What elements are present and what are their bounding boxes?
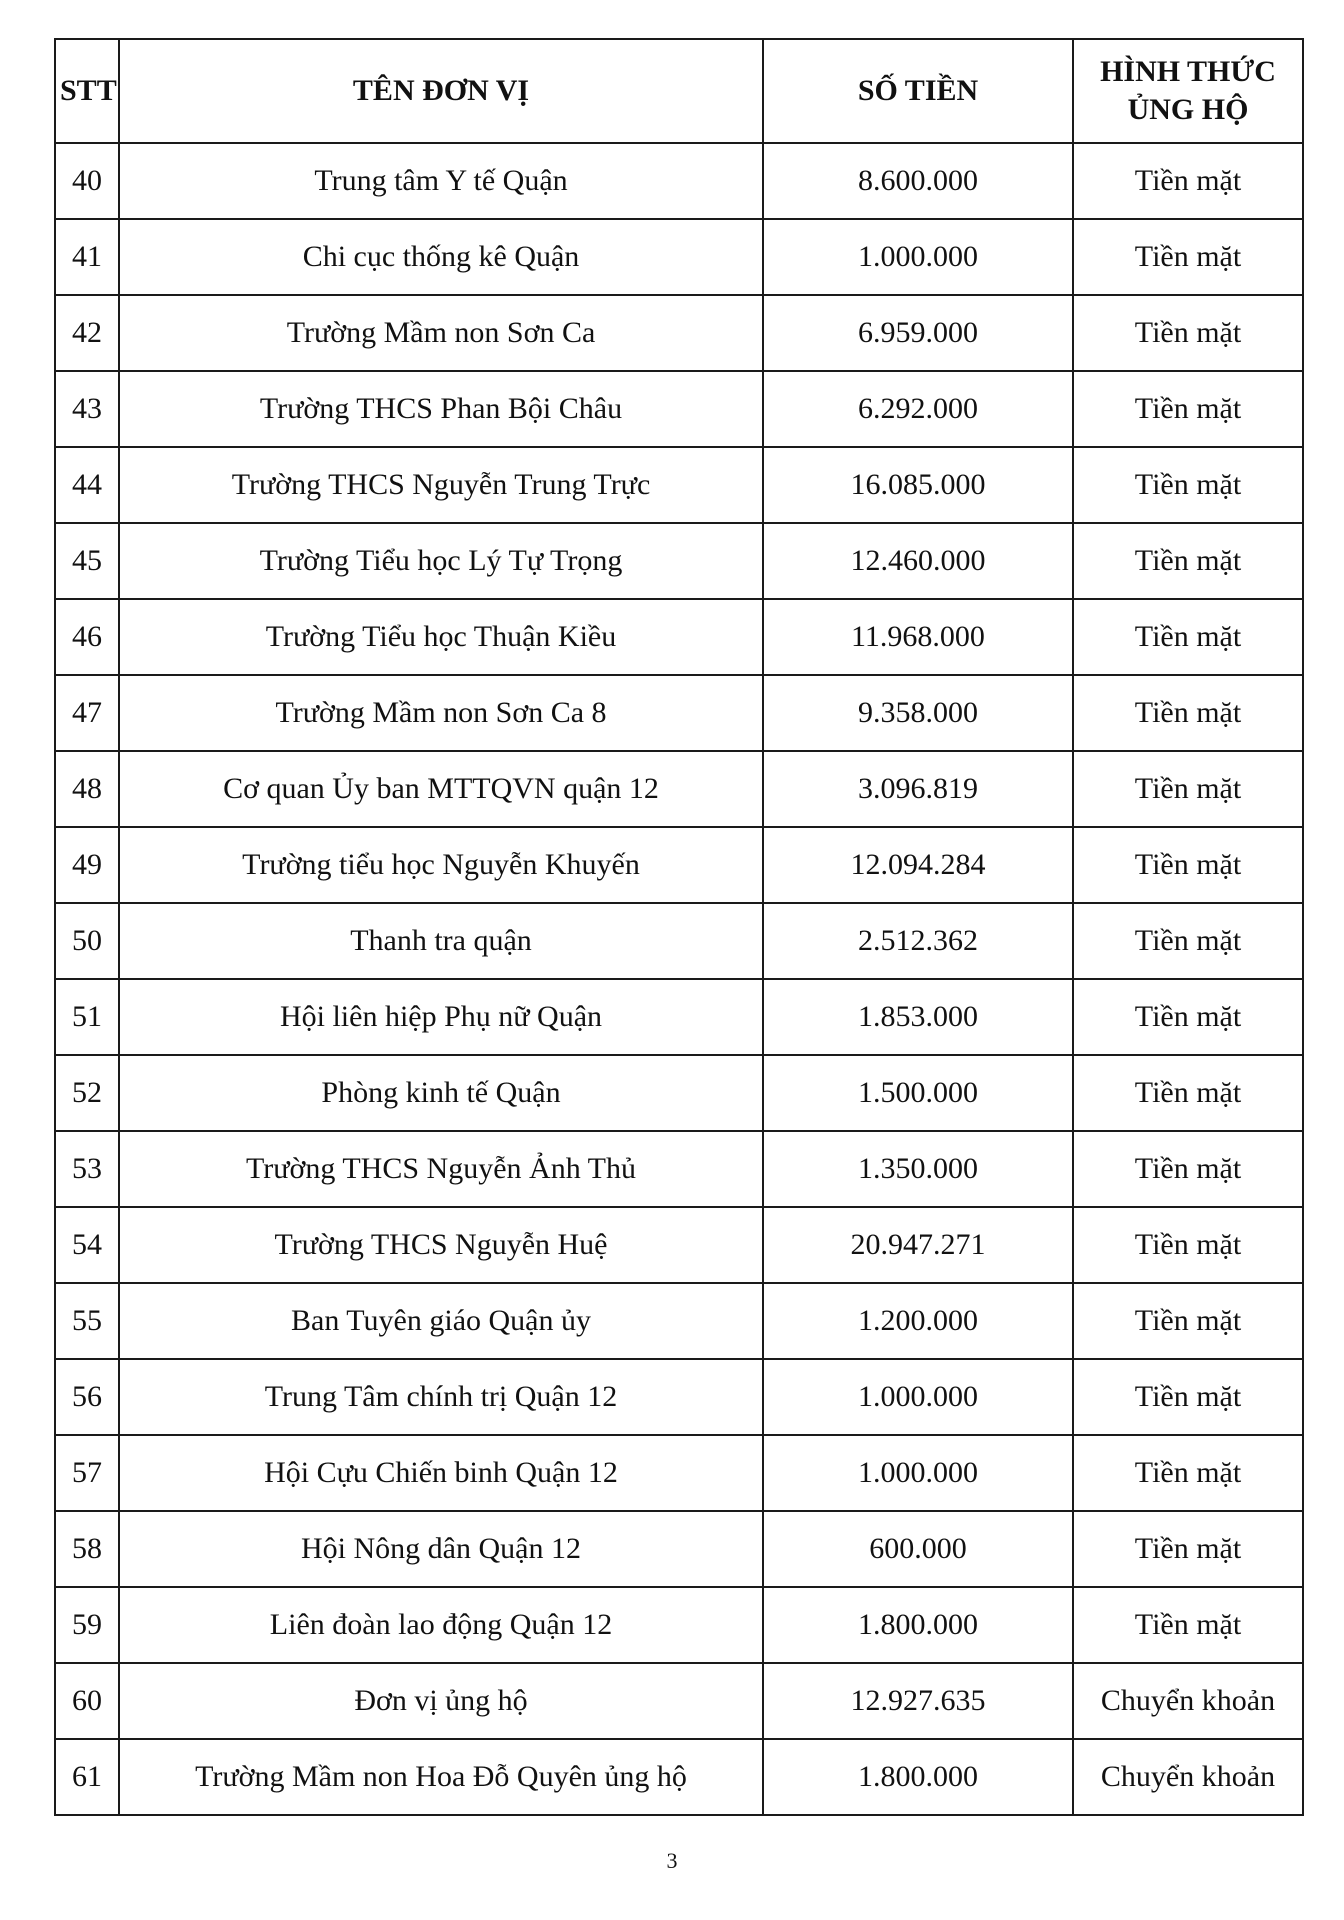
table-row <box>55 675 1303 751</box>
cell-amount: 1.000.000 <box>763 219 1073 295</box>
table-row <box>55 599 1303 675</box>
cell-name: Trường THCS Nguyễn Ảnh Thủ <box>119 1131 763 1207</box>
cell-amount: 9.358.000 <box>763 675 1073 751</box>
page-number: 3 <box>666 1848 678 1873</box>
cell-stt: 41 <box>55 219 119 295</box>
header-form-line2: ỦNG HỘ <box>1127 93 1249 126</box>
cell-stt: 49 <box>55 827 119 903</box>
cell-stt: 52 <box>55 1055 119 1131</box>
cell-amount: 1.800.000 <box>763 1587 1073 1663</box>
cell-form: Tiền mặt <box>1073 371 1303 447</box>
cell-amount: 11.968.000 <box>763 599 1073 675</box>
cell-amount: 6.292.000 <box>763 371 1073 447</box>
cell-name: Ban Tuyên giáo Quận ủy <box>119 1283 763 1359</box>
header-row <box>55 39 1303 143</box>
cell-form: Tiền mặt <box>1073 903 1303 979</box>
cell-form: Tiền mặt <box>1073 751 1303 827</box>
cell-name: Chi cục thống kê Quận <box>119 219 763 295</box>
table-row <box>55 1283 1303 1359</box>
header-stt: STT <box>55 39 119 143</box>
table-row <box>55 1587 1303 1663</box>
table-row <box>55 827 1303 903</box>
table-body <box>55 143 1303 1815</box>
cell-amount: 16.085.000 <box>763 447 1073 523</box>
header-form <box>1073 39 1303 143</box>
cell-name: Trung Tâm chính trị Quận 12 <box>119 1359 763 1435</box>
cell-name: Trường THCS Nguyễn Trung Trực <box>119 447 763 523</box>
cell-amount: 600.000 <box>763 1511 1073 1587</box>
cell-stt: 57 <box>55 1435 119 1511</box>
header-name: TÊN ĐƠN VỊ <box>119 39 763 143</box>
header-form-line1: HÌNH THỨC <box>1100 55 1276 88</box>
cell-name: Đơn vị ủng hộ <box>119 1663 763 1739</box>
cell-amount: 1.350.000 <box>763 1131 1073 1207</box>
cell-form: Chuyển khoản <box>1073 1663 1303 1739</box>
table-row <box>55 1739 1303 1815</box>
cell-name: Hội liên hiệp Phụ nữ Quận <box>119 979 763 1055</box>
cell-name: Trường Mầm non Hoa Đỗ Quyên ủng hộ <box>119 1739 763 1815</box>
cell-amount: 3.096.819 <box>763 751 1073 827</box>
cell-form: Tiền mặt <box>1073 447 1303 523</box>
cell-stt: 60 <box>55 1663 119 1739</box>
cell-name: Trường Mầm non Sơn Ca <box>119 295 763 371</box>
table-row <box>55 903 1303 979</box>
cell-form: Tiền mặt <box>1073 1587 1303 1663</box>
cell-form: Tiền mặt <box>1073 219 1303 295</box>
cell-amount: 1.500.000 <box>763 1055 1073 1131</box>
cell-form: Tiền mặt <box>1073 1511 1303 1587</box>
cell-form: Tiền mặt <box>1073 827 1303 903</box>
cell-form: Tiền mặt <box>1073 523 1303 599</box>
cell-form: Tiền mặt <box>1073 1131 1303 1207</box>
cell-amount: 12.460.000 <box>763 523 1073 599</box>
cell-name: Trường THCS Nguyễn Huệ <box>119 1207 763 1283</box>
cell-name: Phòng kinh tế Quận <box>119 1055 763 1131</box>
cell-form: Tiền mặt <box>1073 675 1303 751</box>
cell-amount: 1.800.000 <box>763 1739 1073 1815</box>
cell-amount: 6.959.000 <box>763 295 1073 371</box>
cell-amount: 8.600.000 <box>763 143 1073 219</box>
donation-table <box>54 38 1304 1816</box>
cell-stt: 46 <box>55 599 119 675</box>
cell-name: Thanh tra quận <box>119 903 763 979</box>
table-row <box>55 295 1303 371</box>
table-row <box>55 1359 1303 1435</box>
table-row <box>55 523 1303 599</box>
cell-stt: 53 <box>55 1131 119 1207</box>
cell-amount: 12.094.284 <box>763 827 1073 903</box>
cell-amount: 12.927.635 <box>763 1663 1073 1739</box>
cell-name: Cơ quan Ủy ban MTTQVN quận 12 <box>119 751 763 827</box>
cell-stt: 45 <box>55 523 119 599</box>
cell-stt: 42 <box>55 295 119 371</box>
cell-form: Tiền mặt <box>1073 143 1303 219</box>
cell-name: Liên đoàn lao động Quận 12 <box>119 1587 763 1663</box>
cell-name: Hội Nông dân Quận 12 <box>119 1511 763 1587</box>
cell-stt: 40 <box>55 143 119 219</box>
cell-stt: 55 <box>55 1283 119 1359</box>
table-row <box>55 979 1303 1055</box>
cell-form: Tiền mặt <box>1073 1055 1303 1131</box>
cell-stt: 48 <box>55 751 119 827</box>
cell-name: Trường Tiểu học Thuận Kiều <box>119 599 763 675</box>
cell-stt: 50 <box>55 903 119 979</box>
cell-amount: 20.947.271 <box>763 1207 1073 1283</box>
cell-amount: 1.200.000 <box>763 1283 1073 1359</box>
cell-amount: 2.512.362 <box>763 903 1073 979</box>
cell-form: Tiền mặt <box>1073 1359 1303 1435</box>
cell-name: Trường Mầm non Sơn Ca 8 <box>119 675 763 751</box>
cell-stt: 43 <box>55 371 119 447</box>
table-row <box>55 751 1303 827</box>
cell-stt: 54 <box>55 1207 119 1283</box>
cell-form: Tiền mặt <box>1073 1283 1303 1359</box>
cell-stt: 58 <box>55 1511 119 1587</box>
cell-name: Trường tiểu học Nguyễn Khuyến <box>119 827 763 903</box>
cell-amount: 1.000.000 <box>763 1359 1073 1435</box>
cell-stt: 59 <box>55 1587 119 1663</box>
table-row <box>55 1511 1303 1587</box>
cell-name: Trường Tiểu học Lý Tự Trọng <box>119 523 763 599</box>
header-amount: SỐ TIỀN <box>763 39 1073 143</box>
cell-stt: 44 <box>55 447 119 523</box>
cell-form: Tiền mặt <box>1073 295 1303 371</box>
table-row <box>55 1131 1303 1207</box>
table-row <box>55 371 1303 447</box>
cell-amount: 1.000.000 <box>763 1435 1073 1511</box>
table-row <box>55 143 1303 219</box>
cell-form: Tiền mặt <box>1073 1435 1303 1511</box>
table-row <box>55 1435 1303 1511</box>
cell-form: Chuyển khoản <box>1073 1739 1303 1815</box>
cell-amount: 1.853.000 <box>763 979 1073 1055</box>
cell-form: Tiền mặt <box>1073 979 1303 1055</box>
cell-stt: 51 <box>55 979 119 1055</box>
table-header <box>55 39 1303 143</box>
table-row <box>55 1207 1303 1283</box>
table-row <box>55 1055 1303 1131</box>
cell-form: Tiền mặt <box>1073 599 1303 675</box>
cell-stt: 47 <box>55 675 119 751</box>
table-row <box>55 219 1303 295</box>
cell-stt: 56 <box>55 1359 119 1435</box>
cell-form: Tiền mặt <box>1073 1207 1303 1283</box>
table-row <box>55 447 1303 523</box>
cell-name: Trường THCS Phan Bội Châu <box>119 371 763 447</box>
table-row <box>55 1663 1303 1739</box>
cell-name: Trung tâm Y tế Quận <box>119 143 763 219</box>
cell-stt: 61 <box>55 1739 119 1815</box>
cell-name: Hội Cựu Chiến binh Quận 12 <box>119 1435 763 1511</box>
